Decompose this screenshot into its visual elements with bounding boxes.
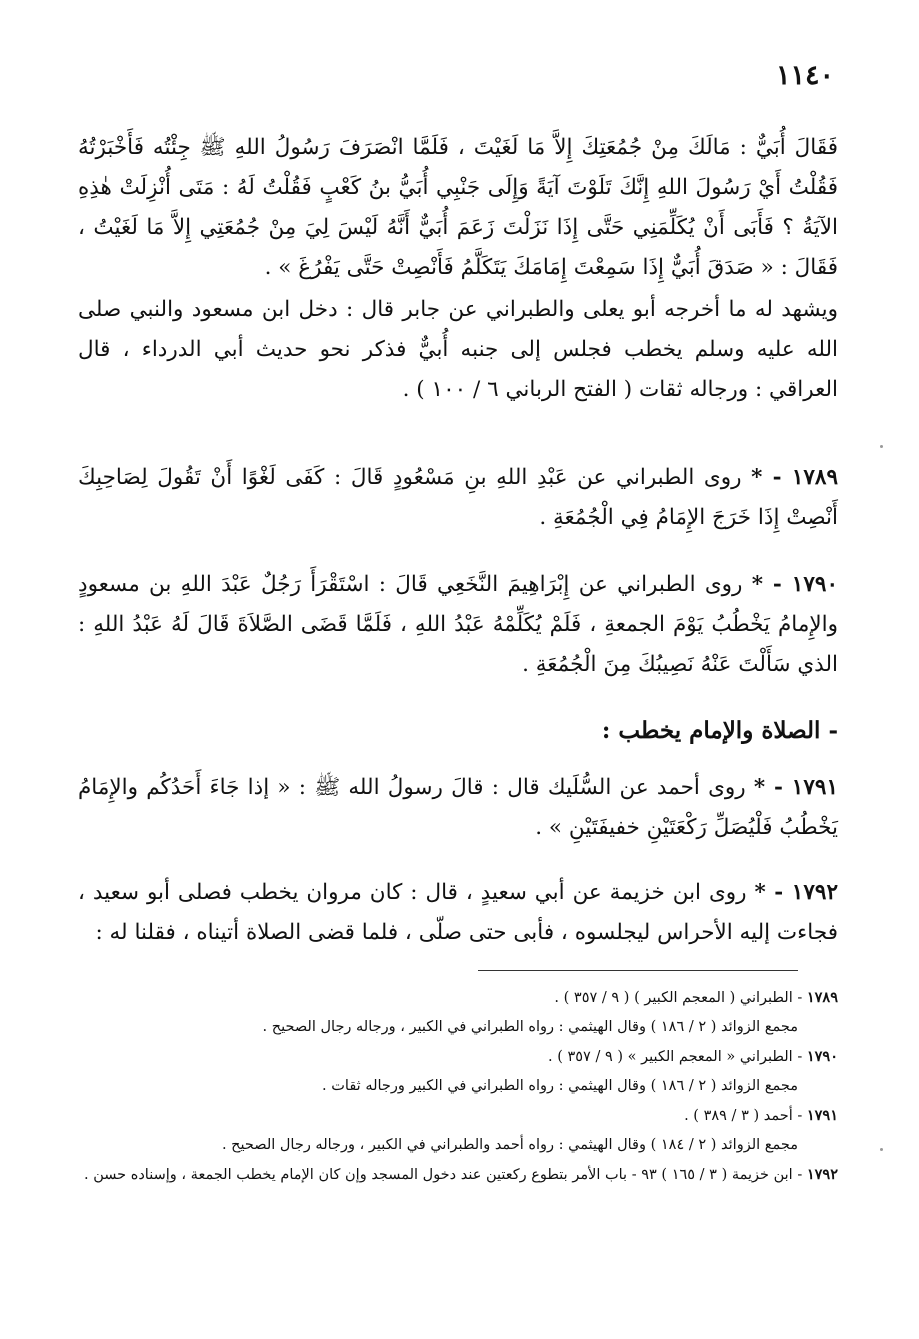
footnote-line [70, 1013, 838, 1042]
hadith-entry-paragraph [78, 565, 838, 685]
footnote-text: - الطبراني ( المعجم الكبير ) ( ٩ / ٣٥٧ ) . [554, 990, 803, 1006]
continuation-block [78, 128, 838, 410]
footnote-number: ١٧٩٢ [806, 1166, 838, 1183]
page-number: ١١٤٠ [775, 60, 834, 91]
footnote-line [70, 1072, 838, 1101]
entry-number: ١٧٩٠ - * [751, 572, 838, 597]
footnote-line [70, 1160, 838, 1190]
hadith-entry-paragraph [78, 768, 838, 848]
footnote-line [70, 1131, 838, 1160]
entry-number: ١٧٩٢ - * [754, 880, 838, 905]
footnote-number: ١٧٨٩ [806, 989, 838, 1006]
scan-speck [880, 1148, 883, 1151]
entry-text: روى الطبراني عن عَبْدِ اللهِ بنِ مَسْعُودٍ قَالَ : كَفَى لَغْوًا أَنْ تَقُولَ لِصَاحِبِكَ أَنْصِتْ إِذَا خَرَجَ الإِمَامُ فِي الْجُمُعَةِ . [78, 465, 838, 530]
hadith-entry-1789 [78, 458, 838, 538]
footnote-text: مجمع الزوائد ( ٢ / ١٨٦ ) وقال الهيثمي : رواه الطبراني في الكبير ، ورجاله رجال الصحيح . [262, 1019, 798, 1035]
hadith-entry-paragraph [78, 458, 838, 538]
hadith-continuation-paragraph: فَقَالَ أُبَيٌّ : مَالَكَ مِنْ جُمُعَتِكَ إِلاَّ مَا لَغَيْتَ ، فَلَمَّا انْصَرَفَ رَسُولُ اللهِ ﷺ جِئْتُه فَأَخْبَرْتُهُ فَقُلْتُ أَيْ رَسُولَ اللهِ إِنَّكَ تَلَوْتَ آيَةً وَإِلَى جَنْبِي أُبَيُّ بنُ كَعْبٍ فَقُلْتُ لَهُ : مَتَى أُنْزِلَتْ هٰذِهِ الآيَةُ ؟ فَأَبَى أَنْ يُكَلِّمَنِي حَتَّى إِذَا نَزَلْتَ زَعَمَ أُبَيٌّ أَنَّهُ لَيْسَ لِيَ مِنْ جُمُعَتِي إِلاَّ مَا لَغَيْتُ ، فَقَالَ : « صَدَقَ أُبَيٌّ إِذَا سَمِعْتَ إِمَامَكَ يَتَكَلَّمُ فَأَنْصِتْ حَتَّى يَفْرُغَ » . [78, 135, 838, 280]
hadith-entry-1790 [78, 565, 838, 685]
entry-text: روى أحمد عن السُّلَيك قال : قالَ رسولُ الله ﷺ : « إذا جَاءَ أَحَدُكُم والإِمَامُ يَخْطُبُ فَلْيُصَلِّ رَكْعَتَيْنِ خفيفَتَيْنِ » . [78, 775, 838, 840]
footnote-line [70, 1042, 838, 1072]
footnote-text: مجمع الزوائد ( ٢ / ١٨٤ ) وقال الهيثمي : رواه أحمد والطبراني في الكبير ، ورجاله رجال الصحيح . [221, 1137, 798, 1153]
entry-number: ١٧٩١ - * [753, 775, 838, 800]
scan-speck [880, 445, 883, 448]
footnote-text: - ابن خزيمة ( ٣ / ١٦٥ ) ٩٣ - باب الأمر بتطوع ركعتين عند دخول المسجد وإن كان الإمام يخطب الجمعة ، وإسناده حسن . [83, 1167, 803, 1183]
footnote-number: ١٧٩١ [806, 1107, 838, 1124]
footnote-text: - أحمد ( ٣ / ٣٨٩ ) . [684, 1108, 803, 1124]
footnote-text: مجمع الزوائد ( ٢ / ١٨٦ ) وقال الهيثمي : رواه الطبراني في الكبير ورجاله ثقات . [322, 1078, 798, 1094]
entry-number: ١٧٨٩ - * [751, 465, 839, 490]
entry-text: روى ابن خزيمة عن أبي سعيدٍ ، قال : كان مروان يخطب فصلى أبو سعيد ، فجاءت إليه الأحراس ليجلسوه ، فأبى حتى صلّى ، فلما قضى الصلاة أتيناه ، فقلنا له : [78, 880, 838, 945]
footnotes [70, 983, 838, 1190]
entry-text: روى الطبراني عن إِبْرَاهِيمَ النَّخَعِي قَالَ : اسْتَقْرَأَ رَجُلٌ عَبْدَ اللهِ بن مسعودٍ والإِمامُ يَخْطُبُ يَوْمَ الجمعةِ ، فَلَمْ يُكَلِّمْهُ عَبْدُ اللهِ ، فَلَمَّا قَضَى الصَّلاَةَ قَالَ لَهُ عَبْدُ اللهِ : الذي سَأَلْتَ عَنْهُ نَصِيبُكَ مِنَ الْجُمُعَةِ . [78, 572, 838, 677]
hadith-entry-paragraph [78, 873, 838, 953]
section-heading: - الصلاة والإمام يخطب : [601, 717, 838, 744]
hadith-entry-1792 [78, 873, 838, 953]
footnote-line [70, 983, 838, 1013]
footnote-number: ١٧٩٠ [806, 1048, 838, 1065]
footnote-separator [478, 970, 798, 971]
footnote-line [70, 1101, 838, 1131]
supporting-note-paragraph: ويشهد له ما أخرجه أبو يعلى والطبراني عن جابر قال : دخل ابن مسعود والنبي صلى الله عليه وسلم يخطب فجلس إلى جنبه أُبيٌّ فذكر نحو حديث أبي الدرداء ، قال العراقي : ورجاله ثقات ( الفتح الرباني ٦ / ١٠٠ ) . [78, 297, 838, 402]
hadith-entry-1791 [78, 768, 838, 848]
footnote-text: - الطبراني « المعجم الكبير » ( ٩ / ٣٥٧ ) . [547, 1049, 803, 1065]
